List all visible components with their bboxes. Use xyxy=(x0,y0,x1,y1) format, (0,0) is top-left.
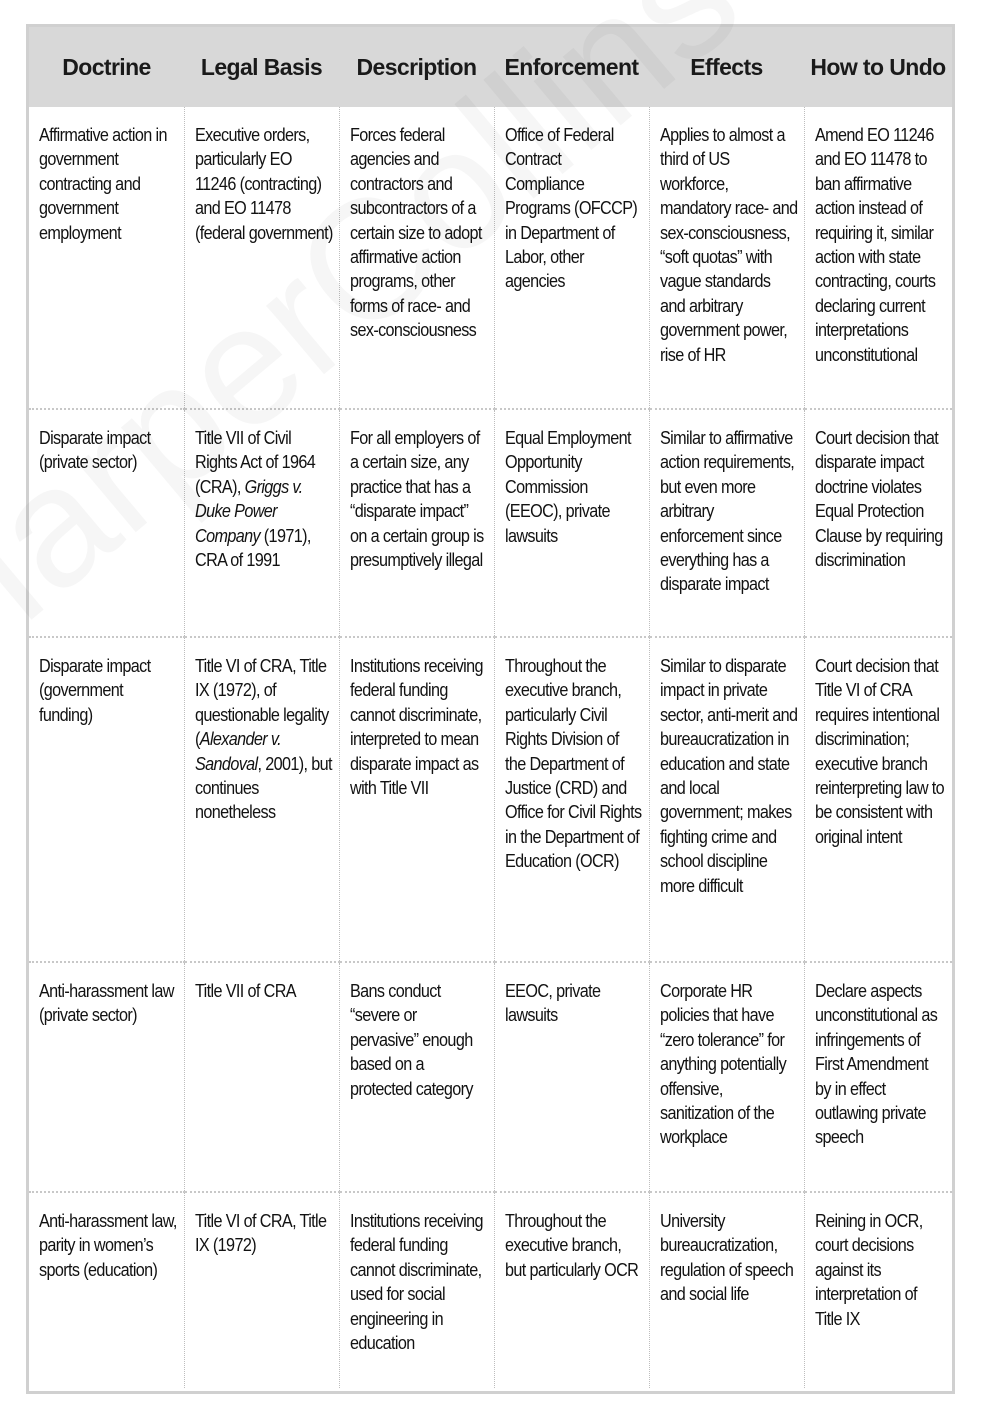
header-doctrine: Doctrine xyxy=(29,27,184,107)
table-frame xyxy=(26,24,955,1394)
header-legal-basis: Legal Basis xyxy=(184,27,339,107)
cell-effects: University bureaucratization, regulation of speech and social life xyxy=(649,1192,804,1388)
cell-enforcement: Throughout the executive branch, particularly Civil Rights Division of the Department of Justice (CRD) and Office for Civil Rights in the Department of Education (OCR) xyxy=(494,637,649,962)
cell-enforcement: EEOC, private lawsuits xyxy=(494,962,649,1192)
cell-legal-basis: Title VII of CRA xyxy=(184,962,339,1192)
cell-enforcement: Throughout the executive branch, but particularly OCR xyxy=(494,1192,649,1388)
doctrines-table xyxy=(29,27,952,1388)
cell-description: Bans conduct “severe or pervasive” enough based on a protected category xyxy=(339,962,494,1192)
cell-doctrine: Disparate impact (private sector) xyxy=(29,409,184,637)
header-description: Description xyxy=(339,27,494,107)
header-effects: Effects xyxy=(649,27,804,107)
table-row xyxy=(29,962,952,1192)
cell-enforcement: Equal Employment Opportunity Commission (EEOC), private lawsuits xyxy=(494,409,649,637)
cell-effects: Similar to disparate impact in private sector, anti-merit and bureaucratization in education and state and local government; makes fighting crime and school discipline more difficult xyxy=(649,637,804,962)
table-row xyxy=(29,1192,952,1388)
header-enforcement: Enforcement xyxy=(494,27,649,107)
table-row xyxy=(29,637,952,962)
cell-effects: Similar to affirmative action requirements, but even more arbitrary enforcement since everything has a disparate impact xyxy=(649,409,804,637)
case-name: Alexander v. Sandoval xyxy=(194,729,281,774)
cell-doctrine: Anti-harassment law, parity in women’s sports (education) xyxy=(29,1192,184,1388)
cell-legal-basis: Title VII of Civil Rights Act of 1964 (CRA), Griggs v. Duke Power Company (1971), CRA of 1991 xyxy=(184,409,339,637)
table-row xyxy=(29,107,952,409)
cell-how-to-undo: Court decision that disparate impact doctrine violates Equal Protection Clause by requiring discrimination xyxy=(804,409,952,637)
cell-legal-basis: Executive orders, particularly EO 11246 (contracting) and EO 11478 (federal government) xyxy=(184,107,339,409)
cell-how-to-undo: Declare aspects unconstitutional as infringements of First Amendment by in effect outlawing private speech xyxy=(804,962,952,1192)
cell-how-to-undo: Reining in OCR, court decisions against its interpretation of Title IX xyxy=(814,1211,923,1329)
cell-doctrine: Anti-harassment law (private sector) xyxy=(29,962,184,1192)
cell-how-to-undo: Amend EO 11246 and EO 11478 to ban affirmative action instead of requiring it, similar action with state contracting, courts declaring current interpretations unconstitutional xyxy=(804,107,952,409)
cell-description: For all employers of a certain size, any practice that has a “disparate impact” on a certain group is presumptively illegal xyxy=(339,409,494,637)
cell-description: Forces federal agencies and contractors and subcontractors of a certain size to adopt affirmative action programs, other forms of race- and sex-consciousness xyxy=(339,107,494,409)
cell-legal-basis: Title VI of CRA, Title IX (1972) xyxy=(184,1192,339,1388)
cell-enforcement: Office of Federal Contract Compliance Programs (OFCCP) in Department of Labor, other agencies xyxy=(494,107,649,409)
cell-description: Institutions receiving federal funding cannot discriminate, interpreted to mean disparate impact as with Title VII xyxy=(339,637,494,962)
cell-doctrine: Affirmative action in government contracting and government employment xyxy=(29,107,184,409)
cell-legal-basis: Title VI of CRA, Title IX (1972), of questionable legality (Alexander v. Sandoval, 2001), but continues nonetheless xyxy=(184,637,339,962)
case-name: Griggs v. Duke Power Company xyxy=(194,476,303,546)
header-how-to-undo: How to Undo xyxy=(804,27,952,107)
cell-effects: Corporate HR policies that have “zero tolerance” for anything potentially offensive, sanitization of the workplace xyxy=(649,962,804,1192)
table-row xyxy=(29,409,952,637)
cell-doctrine: Disparate impact (government funding) xyxy=(29,637,184,962)
cell-how-to-undo: Court decision that Title VI of CRA requires intentional discrimination; executive branch reinterpreting law to be consistent with original intent xyxy=(804,637,952,962)
cell-description: Institutions receiving federal funding cannot discriminate, used for social engineering in education xyxy=(339,1192,494,1388)
cell-effects: Applies to almost a third of US workforce, mandatory race- and sex-consciousness, “soft quotas” with vague standards and arbitrary government power, rise of HR xyxy=(649,107,804,409)
header-row xyxy=(29,27,952,107)
